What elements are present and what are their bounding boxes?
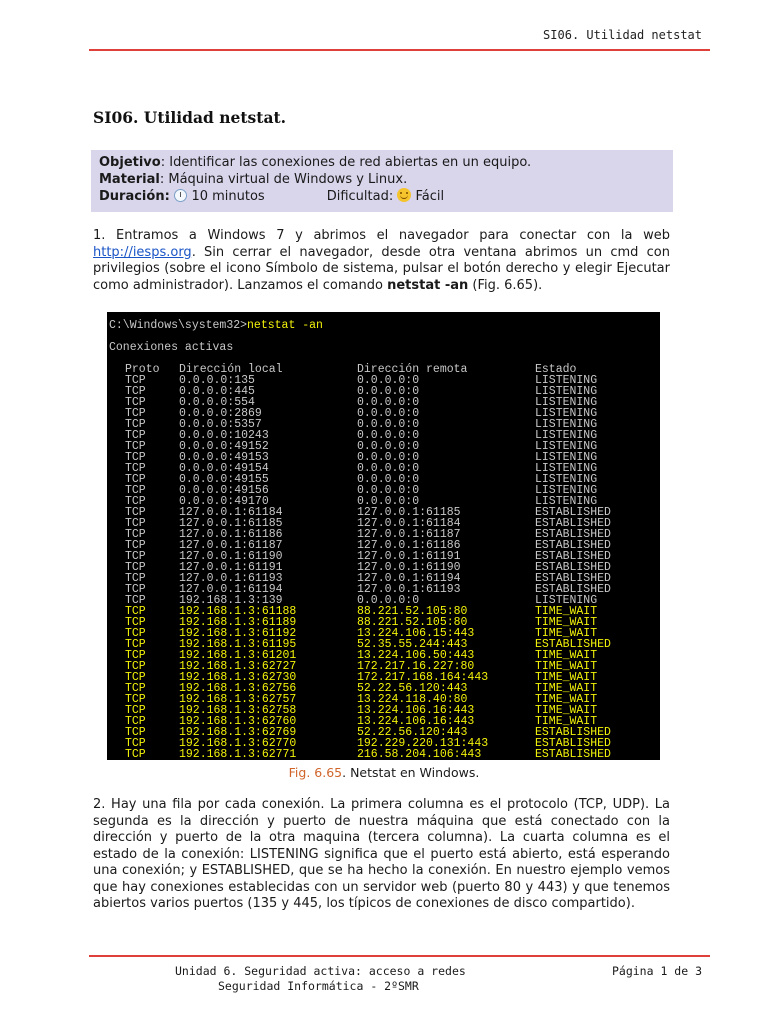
row-remote: 216.58.204.106:443 xyxy=(357,748,482,760)
row-state: ESTABLISHED xyxy=(535,561,611,574)
row-remote: 0.0.0.0:0 xyxy=(357,440,420,453)
row-state: TIME_WAIT xyxy=(535,605,598,618)
row-local: 127.0.0.1:61191 xyxy=(179,561,283,574)
row-local: 192.168.1.3:62769 xyxy=(179,726,297,739)
row-local: 192.168.1.3:62727 xyxy=(179,660,297,673)
row-remote: 0.0.0.0:0 xyxy=(357,473,420,486)
netstat-command: netstat -an xyxy=(387,277,469,293)
row-state: LISTENING xyxy=(535,396,598,409)
row-local: 127.0.0.1:61187 xyxy=(179,539,283,552)
row-local: 0.0.0.0:49156 xyxy=(179,484,269,497)
row-proto: TCP xyxy=(125,572,146,585)
row-proto: TCP xyxy=(125,374,146,387)
row-state: LISTENING xyxy=(535,484,598,497)
row-state: ESTABLISHED xyxy=(535,506,611,519)
row-proto: TCP xyxy=(125,737,146,750)
row-proto: TCP xyxy=(125,517,146,530)
row-proto: TCP xyxy=(125,748,146,760)
row-state: ESTABLISHED xyxy=(535,539,611,552)
row-proto: TCP xyxy=(125,451,146,464)
row-proto: TCP xyxy=(125,429,146,442)
row-proto: TCP xyxy=(125,704,146,717)
row-proto: TCP xyxy=(125,506,146,519)
row-state: TIME_WAIT xyxy=(535,704,598,717)
row-proto: TCP xyxy=(125,473,146,486)
row-proto: TCP xyxy=(125,418,146,431)
row-remote: 13.224.106.16:443 xyxy=(357,704,475,717)
row-local: 192.168.1.3:61192 xyxy=(179,627,297,640)
row-local: 0.0.0.0:135 xyxy=(179,374,255,387)
header-rule xyxy=(89,49,710,51)
row-local: 192.168.1.3:62770 xyxy=(179,737,297,750)
material-text: : Máquina virtual de Windows y Linux. xyxy=(159,171,408,187)
row-state: ESTABLISHED xyxy=(535,517,611,530)
col-remote: Dirección remota xyxy=(357,363,468,376)
p1-text-a: 1. Entramos a Windows 7 y abrimos el navegador para conectar con la web xyxy=(93,228,670,243)
row-local: 192.168.1.3:62757 xyxy=(179,693,297,706)
figure-number: Fig. 6.65 xyxy=(288,765,343,780)
row-remote: 127.0.0.1:61186 xyxy=(357,539,461,552)
row-local: 0.0.0.0:554 xyxy=(179,396,255,409)
row-proto: TCP xyxy=(125,715,146,728)
row-proto: TCP xyxy=(125,649,146,662)
dificultad-text: Fácil xyxy=(411,189,445,204)
row-remote: 127.0.0.1:61193 xyxy=(357,583,461,596)
row-state: LISTENING xyxy=(535,418,598,431)
row-state: LISTENING xyxy=(535,594,598,607)
clock-icon xyxy=(174,189,187,202)
row-state: LISTENING xyxy=(535,495,598,508)
console-command: netstat -an xyxy=(247,319,323,332)
page-title: SI06. Utilidad netstat. xyxy=(93,108,287,127)
row-local: 0.0.0.0:49154 xyxy=(179,462,269,475)
row-proto: TCP xyxy=(125,440,146,453)
row-remote: 52.35.55.244:443 xyxy=(357,638,468,651)
row-local: 192.168.1.3:62756 xyxy=(179,682,297,695)
col-state: Estado xyxy=(535,363,577,376)
row-remote: 0.0.0.0:0 xyxy=(357,374,420,387)
row-state: TIME_WAIT xyxy=(535,693,598,706)
row-remote: 0.0.0.0:0 xyxy=(357,462,420,475)
row-state: TIME_WAIT xyxy=(535,649,598,662)
row-proto: TCP xyxy=(125,528,146,541)
material-line xyxy=(99,172,665,189)
row-state: ESTABLISHED xyxy=(535,572,611,585)
row-proto: TCP xyxy=(125,561,146,574)
row-state: ESTABLISHED xyxy=(535,528,611,541)
row-state: LISTENING xyxy=(535,429,598,442)
row-proto: TCP xyxy=(125,594,146,607)
row-state: LISTENING xyxy=(535,385,598,398)
row-state: LISTENING xyxy=(535,451,598,464)
row-remote: 192.229.220.131:443 xyxy=(357,737,489,750)
row-remote: 127.0.0.1:61191 xyxy=(357,550,461,563)
row-remote: 0.0.0.0:0 xyxy=(357,429,420,442)
row-remote: 88.221.52.105:80 xyxy=(357,605,468,618)
objective-box xyxy=(91,150,673,212)
objetivo-line xyxy=(99,155,665,172)
row-proto: TCP xyxy=(125,484,146,497)
row-local: 127.0.0.1:61186 xyxy=(179,528,283,541)
row-local: 0.0.0.0:2869 xyxy=(179,407,262,420)
row-state: LISTENING xyxy=(535,473,598,486)
footer-rule xyxy=(89,955,710,957)
row-state: TIME_WAIT xyxy=(535,715,598,728)
row-remote: 127.0.0.1:61187 xyxy=(357,528,461,541)
row-remote: 0.0.0.0:0 xyxy=(357,594,420,607)
row-local: 0.0.0.0:49152 xyxy=(179,440,269,453)
row-local: 0.0.0.0:445 xyxy=(179,385,255,398)
row-proto: TCP xyxy=(125,627,146,640)
row-proto: TCP xyxy=(125,726,146,739)
console-prompt-line xyxy=(109,320,323,331)
row-local: 192.168.1.3:61188 xyxy=(179,605,297,618)
duracion-label: Duración xyxy=(99,189,165,204)
row-remote: 52.22.56.120:443 xyxy=(357,682,468,695)
row-state: ESTABLISHED xyxy=(535,550,611,563)
smiley-icon xyxy=(397,188,411,202)
footer-course: Seguridad Informática - 2ºSMR xyxy=(218,979,419,993)
col-proto: Proto xyxy=(125,363,160,376)
objetivo-text: : Identificar las conexiones de red abiertas en un equipo. xyxy=(160,155,532,170)
row-remote: 172.217.168.164:443 xyxy=(357,671,489,684)
row-remote: 13.224.106.16:443 xyxy=(357,715,475,728)
row-state: TIME_WAIT xyxy=(535,627,598,640)
row-remote: 0.0.0.0:0 xyxy=(357,451,420,464)
row-local: 192.168.1.3:62730 xyxy=(179,671,297,684)
row-state: TIME_WAIT xyxy=(535,671,598,684)
duracion-text: 10 minutos xyxy=(187,189,265,204)
row-local: 127.0.0.1:61194 xyxy=(179,583,283,596)
p1-text-c: (Fig. 6.65). xyxy=(468,277,543,293)
row-remote: 0.0.0.0:0 xyxy=(357,484,420,497)
paragraph-2: 2. Hay una fila por cada conexión. La primera columna es el protocolo (TCP, UDP). La segunda es la dirección y puerto de nuestra máquina que está conectado con la dirección y puerto de la otra maquina (tercera columna). La cuarta columna es el estado de la conexión: LISTENING significa que el puerto está abierto, está esperando una conexión; y ESTABLISHED, que se ha hecho la conexión. En nuestro ejemplo vemos que hay conexiones establecidas con un servidor web (puerto 80 y 443) y que tenemos abiertos varios puertos (135 y 445, los típicos de conexiones de disco compartido). xyxy=(93,797,670,911)
row-proto: TCP xyxy=(125,638,146,651)
row-remote: 0.0.0.0:0 xyxy=(357,385,420,398)
row-proto: TCP xyxy=(125,396,146,409)
row-state: ESTABLISHED xyxy=(535,638,611,651)
row-remote: 0.0.0.0:0 xyxy=(357,495,420,508)
row-proto: TCP xyxy=(125,407,146,420)
row-proto: TCP xyxy=(125,616,146,629)
row-local: 192.168.1.3:61195 xyxy=(179,638,297,651)
row-local: 192.168.1.3:61189 xyxy=(179,616,297,629)
row-local: 192.168.1.3:62758 xyxy=(179,704,297,717)
cmd-console-screenshot xyxy=(107,312,660,760)
footer-left xyxy=(175,964,466,994)
page-header: SI06. Utilidad netstat xyxy=(543,28,702,42)
row-remote: 0.0.0.0:0 xyxy=(357,418,420,431)
footer-unit: Unidad 6. Seguridad activa: acceso a redes xyxy=(175,964,466,978)
row-remote: 127.0.0.1:61194 xyxy=(357,572,461,585)
row-local: 127.0.0.1:61185 xyxy=(179,517,283,530)
row-remote: 127.0.0.1:61184 xyxy=(357,517,461,530)
row-state: ESTABLISHED xyxy=(535,737,611,750)
row-local: 127.0.0.1:61190 xyxy=(179,550,283,563)
console-heading: Conexiones activas xyxy=(109,341,234,354)
row-local: 127.0.0.1:61193 xyxy=(179,572,283,585)
row-state: LISTENING xyxy=(535,374,598,387)
paragraph-1 xyxy=(93,228,670,294)
row-local: 0.0.0.0:49170 xyxy=(179,495,269,508)
row-state: LISTENING xyxy=(535,407,598,420)
iesps-link[interactable]: http://iesps.org xyxy=(93,244,192,260)
row-proto: TCP xyxy=(125,605,146,618)
row-remote: 0.0.0.0:0 xyxy=(357,407,420,420)
page-number: Página 1 de 3 xyxy=(611,964,702,978)
row-state: ESTABLISHED xyxy=(535,583,611,596)
row-proto: TCP xyxy=(125,671,146,684)
row-state: TIME_WAIT xyxy=(535,616,598,629)
row-remote: 13.224.106.15:443 xyxy=(357,627,475,640)
row-local: 0.0.0.0:49153 xyxy=(179,451,269,464)
figure-caption xyxy=(0,765,768,780)
row-proto: TCP xyxy=(125,682,146,695)
p1-text-b: . Sin cerrar el navegador, desde otra ventana abrimos un cmd con privilegios (sobre el icono Símbolo de sistema, pulsar el botón derecho y elegir Ejecutar como administrador). Lanzamos el comando xyxy=(93,244,670,293)
row-remote: 172.217.16.227:80 xyxy=(357,660,475,673)
row-remote: 0.0.0.0:0 xyxy=(357,396,420,409)
caption-text: . Netstat en Windows. xyxy=(342,765,480,780)
row-proto: TCP xyxy=(125,495,146,508)
row-proto: TCP xyxy=(125,462,146,475)
row-local: 0.0.0.0:49155 xyxy=(179,473,269,486)
row-proto: TCP xyxy=(125,385,146,398)
dificultad-label: Dificultad: xyxy=(326,189,394,204)
duracion-line: Duración: 10 minutos Dificultad: Fácil xyxy=(99,189,445,204)
row-remote: 13.224.118.40:80 xyxy=(357,693,468,706)
row-local: 127.0.0.1:61184 xyxy=(179,506,283,519)
row-state: LISTENING xyxy=(535,462,598,475)
row-local: 192.168.1.3:62771 xyxy=(179,748,297,760)
row-proto: TCP xyxy=(125,539,146,552)
row-state: TIME_WAIT xyxy=(535,660,598,673)
row-local: 192.168.1.3:139 xyxy=(179,594,283,607)
row-state: ESTABLISHED xyxy=(535,726,611,739)
row-state: LISTENING xyxy=(535,440,598,453)
row-remote: 127.0.0.1:61190 xyxy=(357,561,461,574)
objetivo-label: Objetivo xyxy=(99,155,161,170)
row-proto: TCP xyxy=(125,550,146,563)
row-local: 192.168.1.3:62760 xyxy=(179,715,297,728)
row-state: ESTABLISHED xyxy=(535,748,611,760)
console-prompt: C:\Windows\system32> xyxy=(109,319,248,332)
row-proto: TCP xyxy=(125,693,146,706)
row-local: 0.0.0.0:5357 xyxy=(179,418,262,431)
row-proto: TCP xyxy=(125,583,146,596)
row-remote: 13.224.106.50:443 xyxy=(357,649,475,662)
row-remote: 127.0.0.1:61185 xyxy=(357,506,461,519)
col-local: Dirección local xyxy=(179,363,283,376)
row-remote: 88.221.52.105:80 xyxy=(357,616,468,629)
material-label: Material xyxy=(99,171,160,187)
row-remote: 52.22.56.120:443 xyxy=(357,726,468,739)
row-proto: TCP xyxy=(125,660,146,673)
row-state: TIME_WAIT xyxy=(535,682,598,695)
row-local: 0.0.0.0:10243 xyxy=(179,429,269,442)
row-local: 192.168.1.3:61201 xyxy=(179,649,297,662)
